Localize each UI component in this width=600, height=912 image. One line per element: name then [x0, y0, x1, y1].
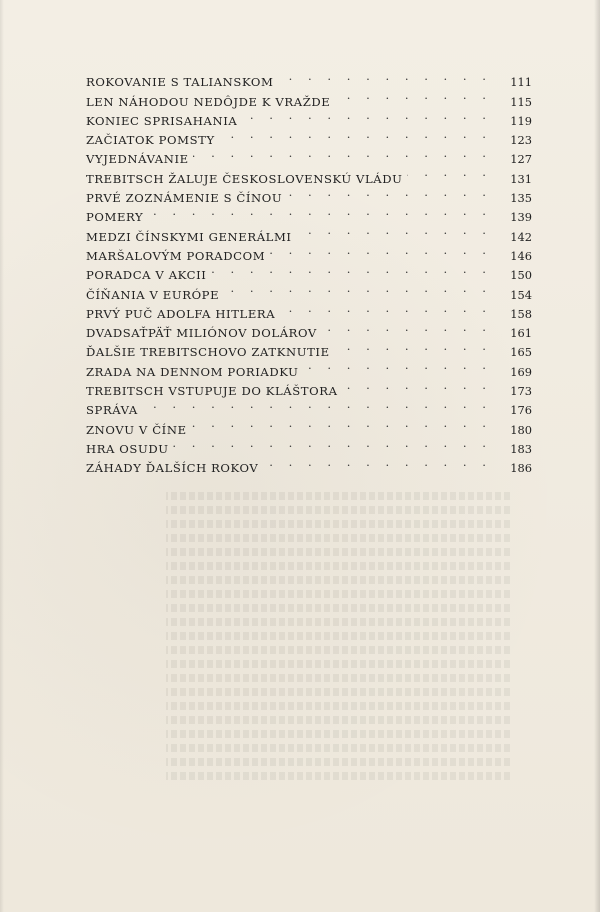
- toc-entry-page-number: 139: [510, 210, 532, 225]
- dot-leader: [321, 318, 498, 337]
- toc-entry-page-number: 183: [510, 441, 532, 456]
- dot-leader: [407, 163, 498, 182]
- dot-leader: [147, 202, 498, 221]
- toc-entry: [86, 434, 532, 456]
- toc-entry-page-number: 115: [510, 94, 532, 109]
- toc-entry-page-number: 169: [510, 364, 532, 379]
- dot-leader: [219, 125, 498, 144]
- dot-leader: [241, 106, 498, 125]
- toc-entry: [86, 86, 532, 109]
- toc-entry: [86, 453, 532, 476]
- toc-entry-page-number: 142: [510, 229, 532, 244]
- toc-entry-title: HRA OSUDU: [86, 441, 169, 456]
- toc-entry-title: ĎALŠIE TREBITSCHOVO ZATKNUTIE: [86, 345, 330, 360]
- toc-entry-title: KONIEC SPRISAHANIA: [86, 113, 238, 128]
- toc-entry-title: SPRÁVA: [86, 403, 138, 418]
- dot-leader: [334, 337, 498, 356]
- dot-leader: [269, 241, 498, 260]
- toc-entry: [86, 260, 532, 283]
- toc-entry-page-number: 180: [510, 422, 532, 437]
- toc-entry-title: TREBITSCH VSTUPUJE DO KLÁŠTORA: [86, 384, 338, 399]
- dot-leader: [286, 183, 498, 202]
- toc-entry: [86, 356, 532, 379]
- dot-leader: [279, 299, 498, 318]
- dot-leader: [210, 260, 498, 279]
- dot-leader: [334, 86, 498, 105]
- toc-entry-title: MARŠALOVÝM PORADCOM: [86, 248, 266, 263]
- toc-entry-page-number: 146: [510, 248, 532, 263]
- dot-leader: [342, 376, 498, 395]
- toc-entry: [86, 414, 532, 437]
- toc-entry-title: ZÁHADY ĎALŠÍCH ROKOV: [86, 461, 259, 476]
- toc-entry: [86, 299, 532, 321]
- toc-entry: [86, 125, 532, 148]
- toc-entry: [86, 221, 532, 244]
- toc-entry-page-number: 154: [510, 287, 532, 302]
- toc-entry-page-number: 150: [510, 268, 532, 283]
- dot-leader: [262, 453, 498, 472]
- toc-entry-title: ZAČIATOK POMSTY: [86, 133, 215, 148]
- table-of-contents: [86, 67, 532, 476]
- toc-entry: [86, 241, 532, 263]
- dot-leader: [173, 434, 498, 453]
- toc-entry-page-number: 123: [510, 133, 532, 148]
- toc-entry-page-number: 165: [510, 345, 532, 360]
- dot-leader: [142, 395, 498, 414]
- page-right-shadow: [594, 0, 600, 912]
- toc-entry: [86, 144, 532, 167]
- toc-entry: [86, 279, 532, 302]
- dot-leader: [296, 221, 498, 240]
- toc-entry-title: MEDZI ČÍNSKYMI GENERÁLMI: [86, 229, 292, 244]
- toc-entry-title: PORADCA V AKCII: [86, 268, 207, 283]
- toc-entry-title: PRVÝ PUČ ADOLFA HITLERA: [86, 306, 276, 321]
- toc-entry-title: LEN NÁHODOU NEDÔJDE K VRAŽDE: [86, 94, 331, 109]
- toc-entry: [86, 67, 532, 90]
- toc-entry-title: TREBITSCH ŽALUJE ČESKOSLOVENSKÚ VLÁDU: [86, 171, 403, 186]
- toc-entry-title: ZRADA NA DENNOM PORIADKU: [86, 364, 299, 379]
- toc-entry-title: VYJEDNÁVANIE: [86, 152, 189, 167]
- toc-entry: [86, 395, 532, 418]
- toc-entry: [86, 202, 532, 225]
- toc-entry-title: DVADSAŤPÄŤ MILIÓNOV DOLÁROV: [86, 326, 317, 341]
- toc-entry-page-number: 176: [510, 403, 532, 418]
- toc-entry-page-number: 119: [510, 113, 532, 128]
- toc-entry-page-number: 135: [510, 191, 532, 206]
- toc-entry-page-number: 111: [510, 75, 532, 90]
- dot-leader: [303, 356, 498, 375]
- dot-leader: [193, 144, 498, 163]
- toc-entry-title: ROKOVANIE S TALIANSKOM: [86, 75, 274, 90]
- toc-entry-page-number: 131: [510, 171, 532, 186]
- dot-leader: [191, 414, 498, 433]
- toc-entry-page-number: 186: [510, 461, 532, 476]
- toc-entry: [86, 163, 532, 186]
- toc-entry-title: POMERY: [86, 210, 144, 225]
- toc-entry-page-number: 127: [510, 152, 532, 167]
- toc-entry-title: PRVÉ ZOZNÁMENIE S ČÍNOU: [86, 191, 283, 206]
- toc-entry-page-number: 173: [510, 384, 532, 399]
- toc-entry: [86, 318, 532, 341]
- toc-entry: [86, 376, 532, 399]
- dot-leader: [223, 279, 498, 298]
- toc-entry-page-number: 161: [510, 326, 532, 341]
- toc-entry-title: ZNOVU V ČÍNE: [86, 422, 187, 437]
- toc-entry-page-number: 158: [510, 306, 532, 321]
- toc-entry: [86, 337, 532, 360]
- toc-entry: [86, 106, 532, 128]
- page-left-shadow: [0, 0, 4, 912]
- toc-entry-title: ČÍŇANIA V EURÓPE: [86, 287, 220, 302]
- dot-leader: [277, 67, 498, 86]
- toc-entry: [86, 183, 532, 206]
